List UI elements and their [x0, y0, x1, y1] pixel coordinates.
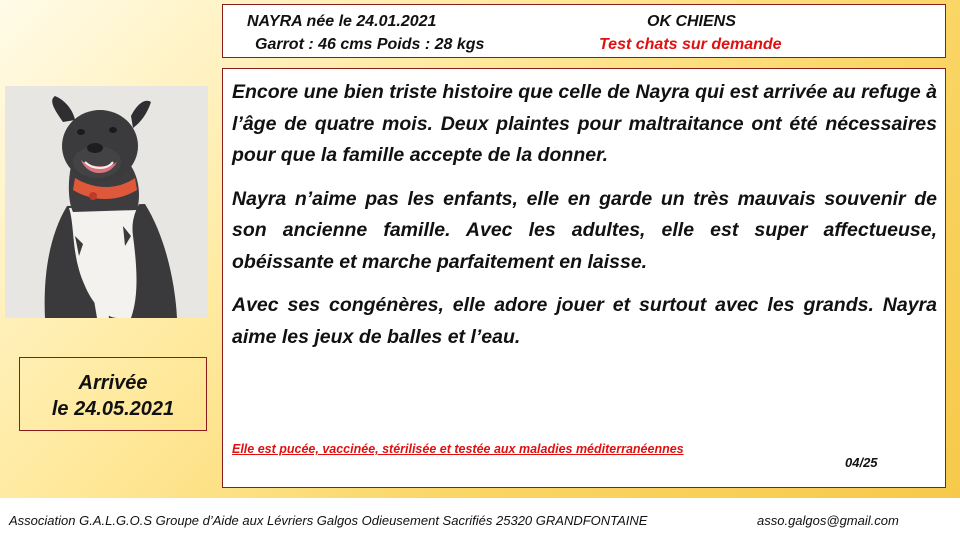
footer [0, 498, 960, 540]
arrival-label: Arrivée [78, 372, 148, 394]
cats-test-note: Test chats sur demande [599, 36, 782, 53]
dog-name-birth: NAYRA née le 24.01.2021 [247, 13, 437, 30]
description-paragraph: Nayra n’aime pas les enfants, elle en garde un très mauvais souvenir de son ancienne famille. Avec les adultes, elle est super affectueuse, obéissante et marche parfaitement en laisse. [232, 187, 937, 273]
dog-info-header [222, 4, 946, 58]
health-note: Elle est pucée, vaccinée, stérilisée et testée aux maladies méditerranéennes [232, 442, 684, 456]
dog-illustration [5, 86, 208, 318]
description-paragraph: Encore une bien triste histoire que celle de Nayra qui est arrivée au refuge à l’âge de quatre mois. Deux plaintes pour maltraitance ont été nécessaires pour que la famille accepte de la donner. [232, 81, 937, 166]
dog-size-weight: Garrot : 46 cms Poids : 28 kgs [255, 36, 485, 53]
description-box [222, 68, 946, 488]
reference-number: 04/25 [845, 455, 878, 470]
description-paragraph: Avec ses congénères, elle adore jouer et surtout avec les grands. Nayra aime les jeux de balles et l’eau. [232, 294, 937, 348]
association-info: Association G.A.L.G.O.S Groupe d’Aide aux Lévriers Galgos Odieusement Sacrifiés 25320 GRANDFONTAINE [9, 513, 648, 528]
arrival-date: le 24.05.2021 [51, 398, 175, 420]
contact-email: asso.galgos@gmail.com [757, 513, 899, 528]
arrival-date-box [19, 357, 207, 431]
dog-photo [5, 86, 208, 318]
dogs-compatibility: OK CHIENS [647, 13, 736, 30]
